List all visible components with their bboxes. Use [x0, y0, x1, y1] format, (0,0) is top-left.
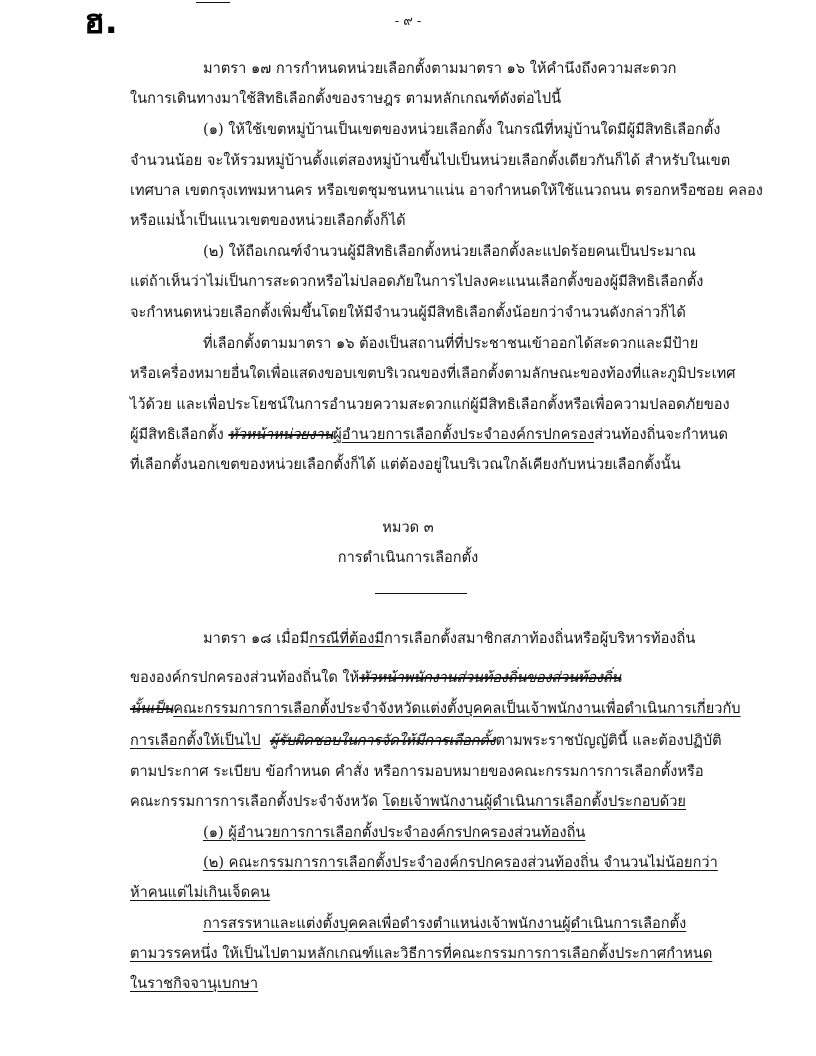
section18-item-1: (๑) ผู้อำนวยการการเลือกตั้งประจำองค์กรปกครองส่วนท้องถิ่น	[203, 824, 586, 841]
section17-line-13	[130, 425, 728, 445]
text: มาตรา ๑๘ เมื่อมี	[203, 630, 310, 647]
section18-item-2-cont: ห้าคนแต่ไม่เกินเจ็ดคน	[130, 884, 270, 901]
section18-line-1	[203, 629, 695, 649]
section18-line-3	[130, 699, 741, 719]
section18-line-12: ในราชกิจจานุเบกษา	[130, 975, 259, 992]
section17-line-2: ในการเดินทางมาใช้สิทธิเลือกตั้งของราษฎร ตามหลักเกณฑ์ดังต่อไปนี้	[130, 90, 562, 107]
section17-line-4: จำนวนน้อย จะให้รวมหมู่บ้านตั้งแต่สองหมู่บ้านขึ้นไปเป็นหน่วยเลือกตั้งเดียวกันก็ได้ สำหรับในเขต	[130, 152, 731, 169]
struck-text: นั้นเป็น	[130, 700, 174, 717]
text: คณะกรรมการการเลือกตั้งประจำจังหวัด	[130, 793, 383, 810]
section17-line-12: ไว้ด้วย และเพื่อประโยชน์ในการอำนวยความสะดวกแก่ผู้มีสิทธิเลือกตั้งหรือเพื่อความปลอดภัยของ	[130, 396, 730, 413]
section17-line-11: หรือเครื่องหมายอื่นใดเพื่อแสดงขอบเขตบริเวณของที่เลือกตั้งตามลักษณะของท้องที่และภูมิประเทศ	[130, 365, 736, 382]
handwritten-corner-mark: ฮ.	[84, 2, 118, 42]
section18-line-4	[130, 731, 722, 751]
text: ตามพระราชบัญญัตินี้ และต้องปฏิบัติ	[495, 732, 722, 749]
section18-line-6	[130, 792, 686, 812]
section18-line-11: ตามวรรคหนึ่ง ให้เป็นไปตามหลักเกณฑ์และวิธีการที่คณะกรรมการการเลือกตั้งประกาศกำหนด	[130, 945, 713, 962]
section17-line-8: แต่ถ้าเห็นว่าไม่เป็นการสะดวกหรือไม่ปลอดภัยในการไปลงคะแนนเลือกตั้งของผู้มีสิทธิเลือกตั้ง	[130, 273, 704, 290]
text: ผู้มีสิทธิเลือกตั้ง	[130, 426, 229, 443]
inserted-text: โดยเจ้าพนักงานผู้ดำเนินการเลือกตั้งประกอบด้วย	[382, 793, 686, 810]
section17-line-9: จะกำหนดหน่วยเลือกตั้งเพิ่มขึ้นโดยให้มีจำนวนผู้มีสิทธิเลือกตั้งน้อยกว่าจำนวนดังกล่าวก็ได้	[130, 304, 686, 321]
struck-text: หัวหน้าหน่วยงาน	[228, 426, 334, 443]
inserted-text: กรณีที่ต้องมี	[309, 630, 384, 647]
section17-line-3: (๑) ให้ใช้เขตหมู่บ้านเป็นเขตของหน่วยเลือกตั้ง ในกรณีที่หมู่บ้านใดมีผู้มีสิทธิเลือกตั้ง	[203, 121, 721, 138]
inserted-text: ผู้อำนวยการเลือกตั้งประจำองค์กรปกครอง	[333, 426, 595, 443]
section18-line-10: การสรรหาและแต่งตั้งบุคคลเพื่อดำรงตำแหน่งเจ้าพนักงานผู้ดำเนินการเลือกตั้ง	[203, 915, 687, 932]
corner-line	[196, 2, 230, 3]
inserted-text: คณะกรรมการการเลือกตั้งประจำจังหวัดแต่งตั้งบุคคลเป็นเจ้าพนักงานเพื่อดำเนินการเกี่ยวกับ	[173, 700, 741, 717]
struck-text: ผู้รับผิดชอบในการจัดให้มีการเลือกตั้ง	[269, 732, 496, 749]
text: ส่วนท้องถิ่นจะกำหนด	[594, 426, 728, 443]
section17-line-1: มาตรา ๑๗ การกำหนดหน่วยเลือกตั้งตามมาตรา ๑๖ ให้คำนึงถึงความสะดวก	[203, 60, 677, 77]
inserted-text: การเลือกตั้งให้เป็นไป	[130, 732, 261, 749]
section18-item-2: (๒) คณะกรรมการการเลือกตั้งประจำองค์กรปกครองส่วนท้องถิ่น จำนวนไม่น้อยกว่า	[203, 854, 718, 871]
section17-line-6: หรือแม่น้ำเป็นแนวเขตของหน่วยเลือกตั้งก็ได้	[130, 212, 406, 229]
chapter-number: หมวด ๓	[382, 519, 434, 536]
text: ขององค์กรปกครองส่วนท้องถิ่นใด ให้	[130, 669, 360, 686]
section17-line-10: ที่เลือกตั้งตามมาตรา ๑๖ ต้องเป็นสถานที่ที่ประชาชนเข้าออกได้สะดวกและมีป้าย	[203, 335, 699, 352]
chapter-title: การดำเนินการเลือกตั้ง	[337, 549, 479, 566]
section17-line-7: (๒) ให้ถือเกณฑ์จำนวนผู้มีสิทธิเลือกตั้งหน่วยเลือกตั้งละแปดร้อยคนเป็นประมาณ	[203, 243, 696, 260]
page-number: - ๙ -	[394, 14, 422, 29]
heading-divider	[375, 593, 467, 594]
section17-line-14: ที่เลือกตั้งนอกเขตของหน่วยเลือกตั้งก็ได้ แต่ต้องอยู่ในบริเวณใกล้เคียงกับหน่วยเลือกตั้งนั้น	[130, 456, 681, 473]
section18-line-5: ตามประกาศ ระเบียบ ข้อกำหนด คำสั่ง หรือการมอบหมายของคณะกรรมการการเลือกตั้งหรือ	[130, 763, 704, 780]
section17-line-5: เทศบาล เขตกรุงเทพมหานคร หรือเขตชุมชนหนาแน่น อาจกำหนดให้ใช้แนวถนน ตรอกหรือซอย คลอง	[130, 182, 763, 199]
struck-text: หัวหน้าพนักงานส่วนท้องถิ่นของส่วนท้องถิ่น	[359, 669, 622, 686]
section18-line-2	[130, 668, 621, 688]
text: การเลือกตั้งสมาชิกสภาท้องถิ่นหรือผู้บริหารท้องถิ่น	[383, 630, 696, 647]
